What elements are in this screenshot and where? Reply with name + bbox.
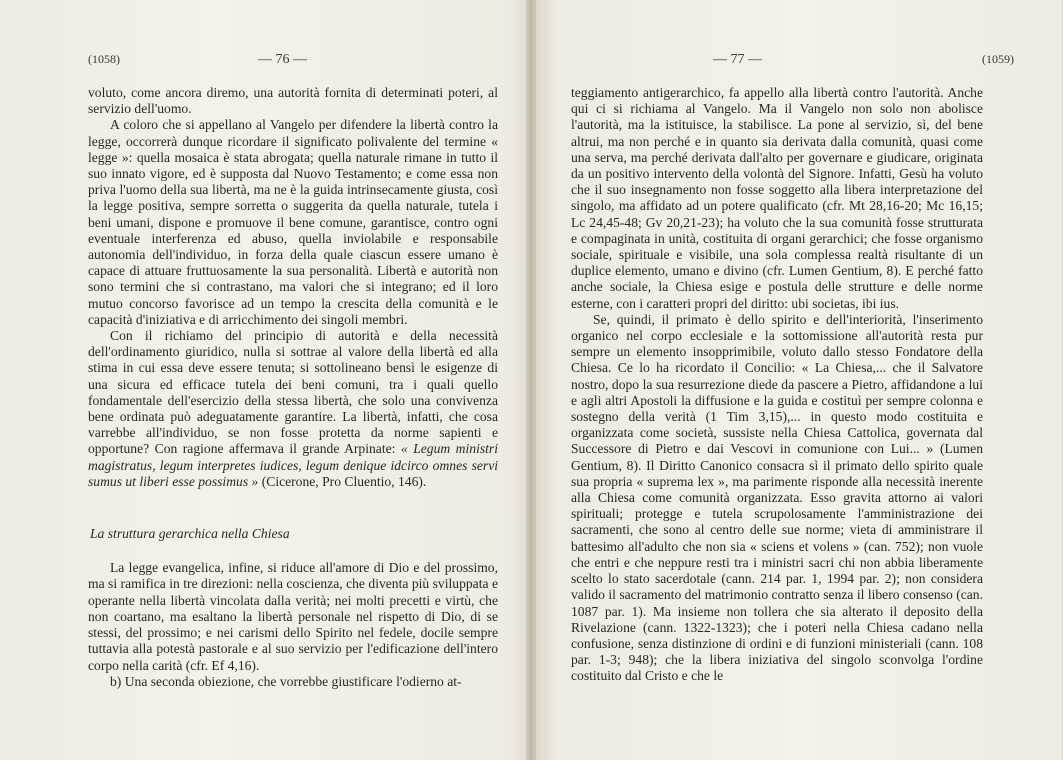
right-header-number: (1059)	[982, 52, 1014, 66]
left-paragraph-4: La legge evangelica, infine, si riduce all'amore di Dio e del prossimo, ma si ramifica in tre direzioni: nella coscienza, che diventa più sviluppata e operante nella libertà vincolata dalla verità; nei molti precetti e virtù, che non coartano, ma esaltano la libertà personale nel rispetto di Dio, di se stessi, del prossimo; e nei carismi dello Spirito nel fedele, docile sempre tuttavia alla potestà pastorale e al suo servizio per l'edificazione dell'intero corpo nella carità (cfr. Ef 4,16).	[88, 560, 498, 673]
latin-quote: « Legum ministri magistratus, legum interpretes iudices, legum denique idcirco omnes servi sumus ut liberi esse possimus »	[88, 441, 498, 489]
left-paragraph-3	[88, 328, 498, 490]
left-page-number: — 76 —	[258, 52, 307, 67]
right-page	[531, 0, 1062, 760]
book-gutter	[526, 0, 536, 760]
left-paragraph-5: b) Una seconda obiezione, che vorrebbe giustificare l'odierno at-	[110, 673, 462, 689]
left-page	[0, 0, 531, 760]
right-paragraph-2: Se, quindi, il primato è dello spirito e dell'interiorità, l'inserimento organico nel corpo ecclesiale e la sottomissione all'autorità resta pur sempre un elemento insopprimibile, voluto dallo stesso Fondatore della Chiesa. Ce lo ha ricordato il Concilio: « La Chiesa,... che il Salvatore nostro, dopo la sua resurrezione diede da pascere a Pietro, affidandone a lui e agli altri Apostoli la diffusione e la guida e costituì per sempre colonna e sostegno della verità (1 Tim 3,15),... in questo modo costituita e organizzata come società, sussiste nella Chiesa Cattolica, governata dal Successore di Pietro e dai Vescovi in comunione con Lui... » (Lumen Gentium, 8). Il Diritto Canonico consacra sì il primato dello spirito quale sua propria « suprema lex », ma parimente risponde alla necessità inerente alla Chiesa come comunità organizzata. Esso gravita attorno ai valori spirituali; protegge e tutela scrupolosamente l'amministrazione dei sacramenti, che sono al centro delle sue norme; vieta di amministrare il battesimo all'adulto che non sia « sciens et volens » (can. 752); non vuole che entri e che neppure resti tra i ministri sacri chi non abbia liberamente scelto lo stato sacerdotale (cann. 214 par. 1, 1994 par. 2); non considera valido il sacramento del matrimonio contratto senza il libero consenso (can. 1087 par. 1). Ma insieme non tollera che sia alterato il deposito della Rivelazione (cann. 1322-1323); che i poteri nella Chiesa cadano nella confusione, senza distinzione di ordini e di funzioni ministeriali (cann. 108 par. 1-3; 948); che la libera iniziativa del singolo sconvolga l'ordine costituito dal Cristo e che le	[571, 311, 983, 684]
right-page-number: — 77 —	[713, 52, 762, 67]
left-paragraph-3-text: Con il richiamo del principio di autorità e della necessità dell'ordinamento giuridico, nulla si sottrae al valore della libertà ed alla stima in cui essa deve essere tenuta; si sottolineano bensì le esigenze di una sicura ed efficace tutela dei beni comuni, tra i quali quello fondamentale dell'esercizio della stessa libertà, che solo una convivenza bene ordinata può adeguatamente garantire. La libertà, infatti, che cosa varrebbe all'individuo, se non fosse protetta da norme sapienti e opportune? Con ragione affermava il grande Arpinate:	[88, 328, 498, 457]
left-paragraph-1: voluto, come ancora diremo, una autorità fornita di determinati poteri, al servizio dell'uomo.	[88, 85, 498, 117]
left-paragraph-2: A coloro che si appellano al Vangelo per difendere la libertà contro la legge, occorrerà dunque ricordare il significato polivalente del termine « legge »: quella mosaica è stata abrogata; quella naturale rimane in tutto il suo innato vigore, ed è supposta dal Nuovo Testamento; e come essa non priva l'uomo della sua libertà, ma ne è la guida intrinsecamente giusta, così la legge positiva, sempre sorretta o suggerita da quella naturale, tutela i beni umani, dispone e promuove il bene comune, garantisce, contro ogni eventuale interferenza ed abuso, quella inviolabile e responsabile autonomia dell'individuo, in forza della quale ciascun essere umano è capace di attuare fruttuosamente la sua personalità. Libertà e autorità non sono termini che si contrastano, ma valori che si integrano; ed il loro mutuo concorso favorisce ad un tempo la crescita della comunità e le capacità d'iniziativa e di arricchimento dei singoli membri.	[88, 117, 498, 327]
quote-source: (Cicerone, Pro Cluentio, 146).	[261, 473, 427, 489]
section-title: La struttura gerarchica nella Chiesa	[90, 526, 290, 542]
left-body-text	[88, 85, 498, 690]
right-paragraph-1: teggiamento antigerarchico, fa appello alla libertà contro l'autorità. Anche qui ci si richiama al Vangelo. Ma il Vangelo non solo non abolisce l'autorità, ma la istituisce, la stabilisce. La pone al servizio, sì, del bene altrui, ma non perché e in quanto sia derivata dalla comunità, quasi come una serva, ma perché derivata dall'alto per governare e giudicare, originata da un positivo intervento della volontà del Signore. Infatti, Gesù ha voluto che il suo insegnamento non fosse soggetto alla libera interpretazione del singolo, ma affidato ad un potere qualificato (cfr. Mt 28,16-20; Mc 16,15; Lc 24,45-48; Gv 20,21-23); ha voluto che la sua comunità fosse strutturata e compaginata in unità, costituita di organi gerarchici; che fosse organismo sociale, spirituale e visibile, una sola complessa realtà risultante di un duplice elemento, umano e divino (cfr. Lumen Gentium, 8). E perché fatto anche sociale, la Chiesa esige e postula delle strutture e delle norme esterne, con i caratteri propri del diritto: ubi societas, ibi ius.	[571, 85, 983, 311]
left-header-number: (1058)	[88, 52, 120, 66]
right-body-text	[571, 85, 983, 685]
